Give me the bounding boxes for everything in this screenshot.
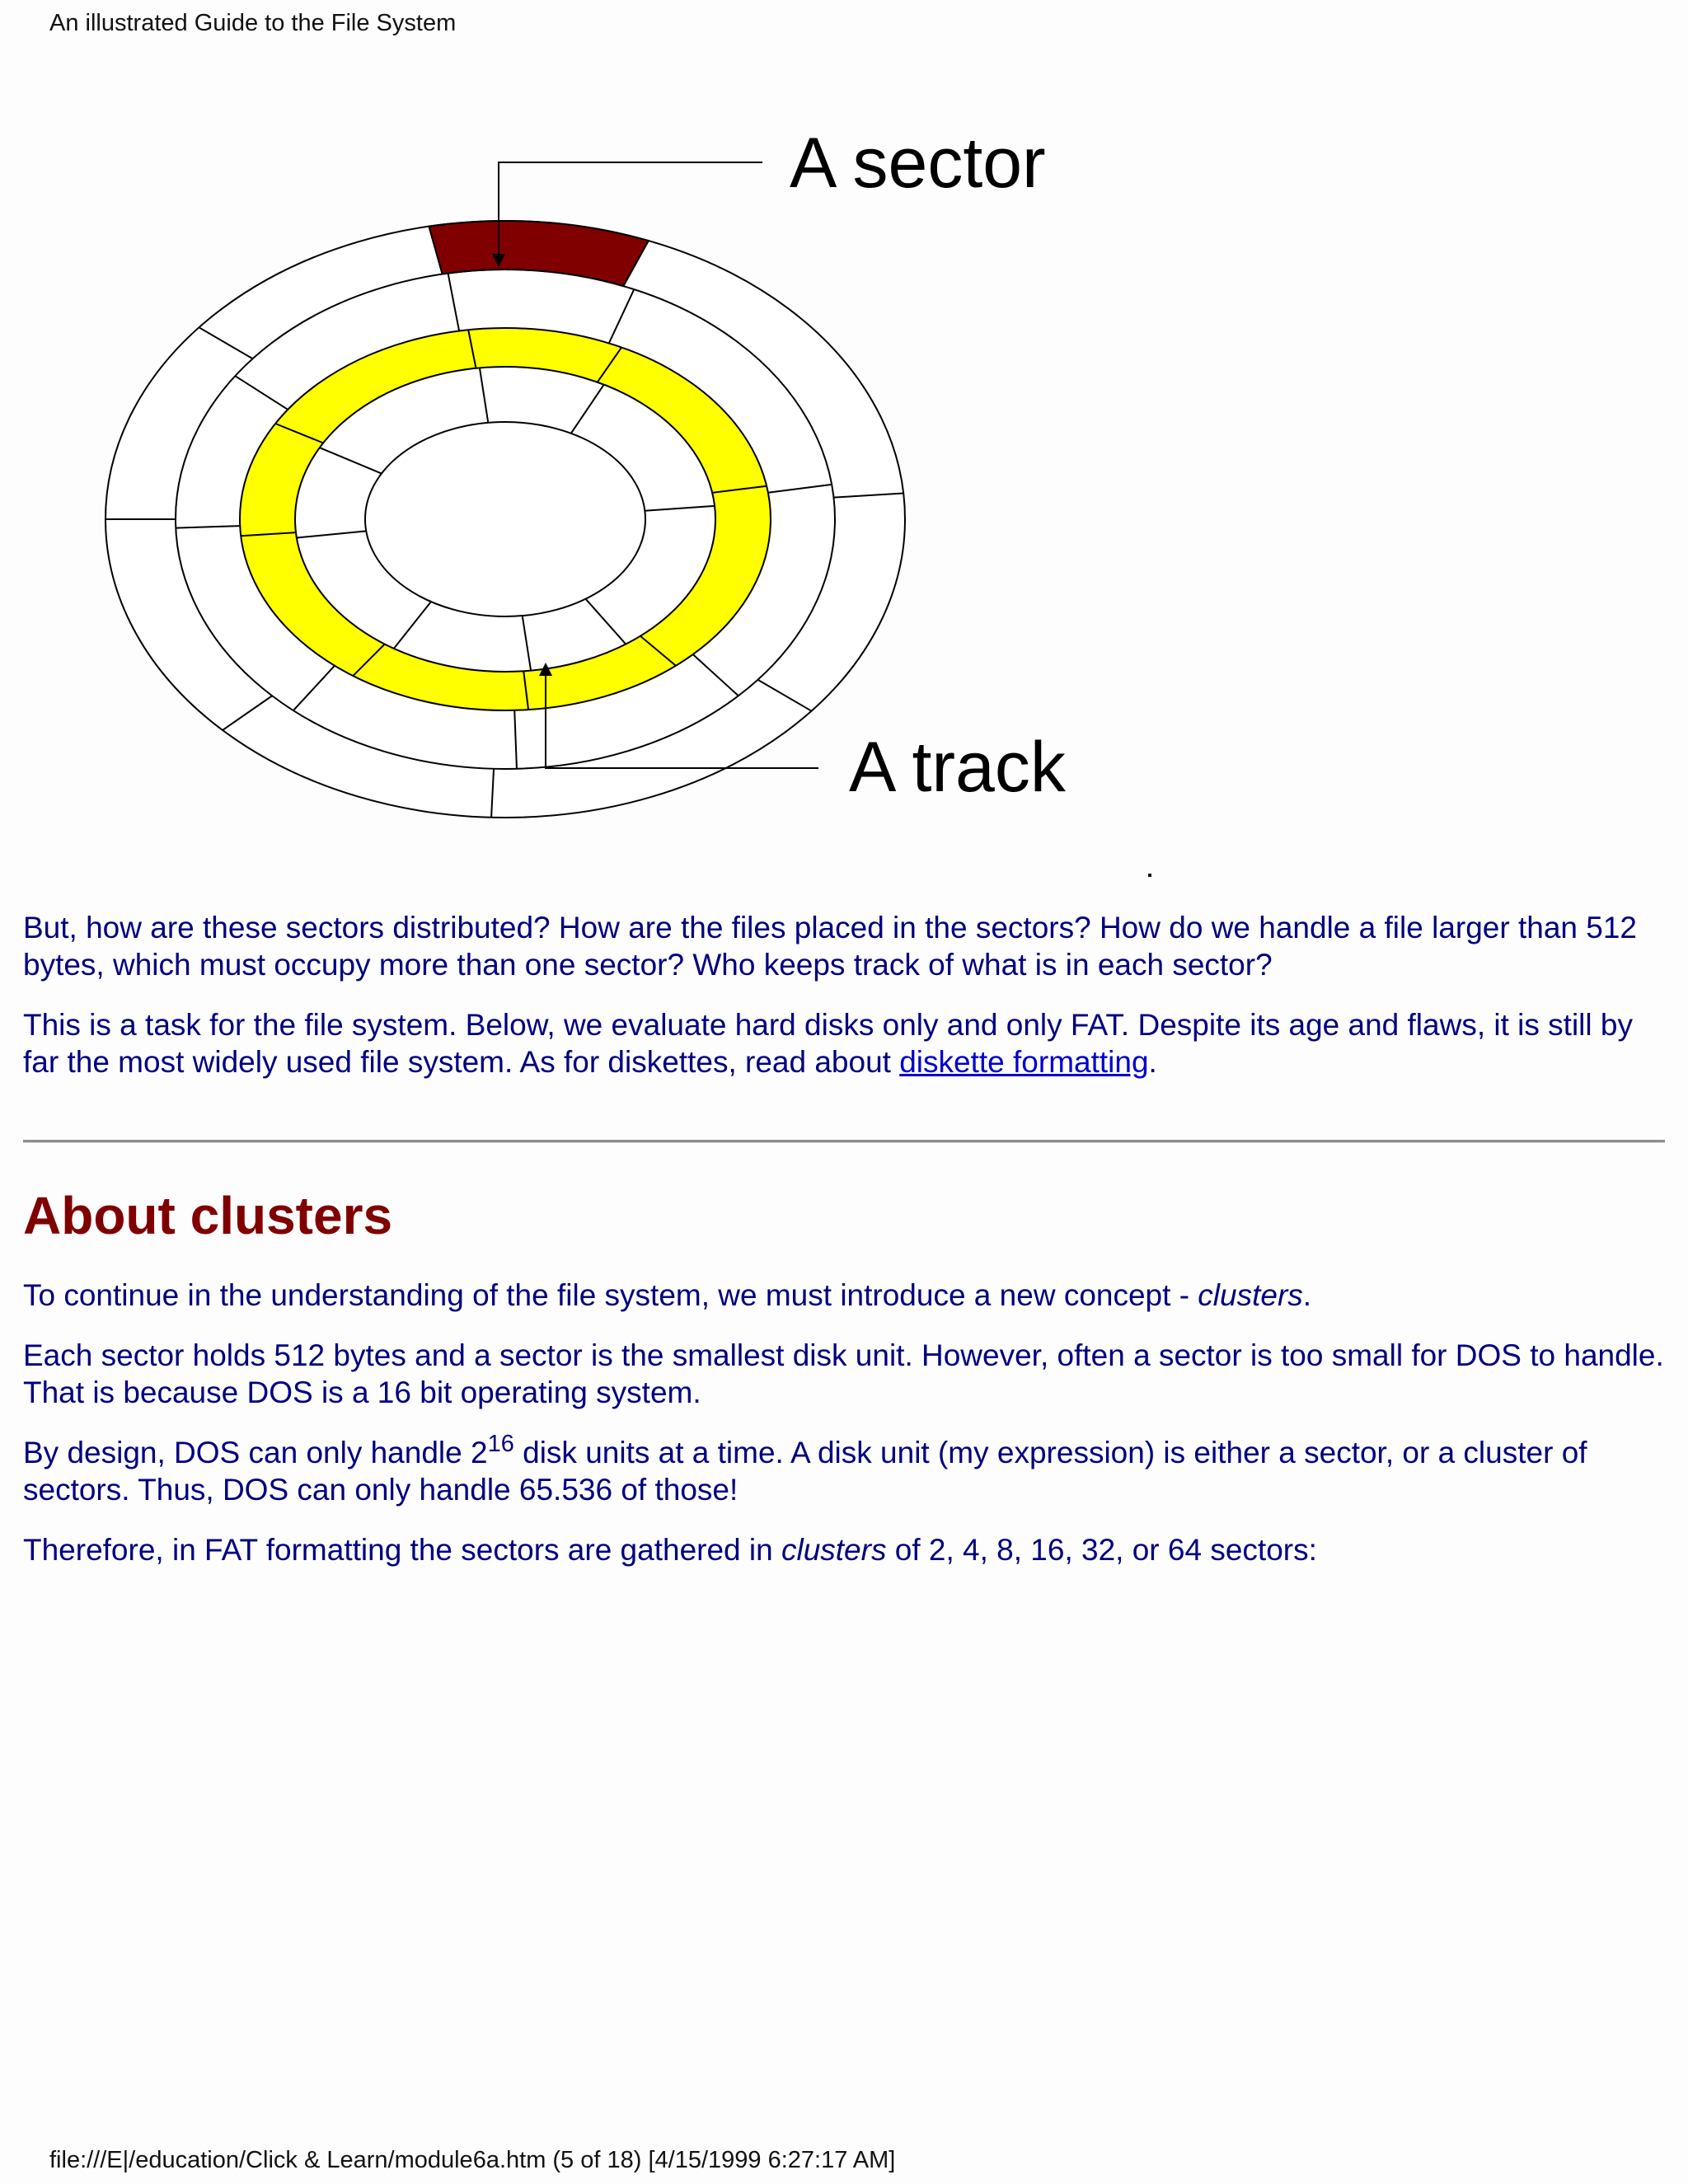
disk-hub <box>365 422 645 616</box>
clusters-paragraph-3-text: By design, DOS can only handle 2 <box>23 1436 488 1469</box>
intro-paragraph-2-text: This is a task for the file system. Below, we evaluate hard disks only and only FAT. Despite its age and flaws, it is still by far the most widely used file system. As for diskettes, read about <box>23 1008 1633 1079</box>
clusters-paragraph-3 <box>23 1431 1665 1508</box>
print-header-title: An illustrated Guide to the File System <box>49 10 457 36</box>
disk-svg <box>23 120 1119 828</box>
clusters-paragraph-1-text: To continue in the understanding of the file system, we must introduce a new concept - <box>23 1278 1198 1312</box>
exponent: 16 <box>487 1431 514 1457</box>
clusters-paragraph-1 <box>23 1277 1665 1314</box>
clusters-paragraph-4-text: Therefore, in FAT formatting the sectors are gathered in <box>23 1533 781 1567</box>
disk-diagram <box>23 120 1119 828</box>
sector-callout-label: A sector <box>790 124 1046 203</box>
clusters-paragraph-3-end: disk units at a time. A disk unit (my expression) is either a sector, or a cluster of sectors. Thus, DOS can only handle 65.536 of those! <box>23 1436 1587 1507</box>
clusters-paragraph-4 <box>23 1531 1665 1568</box>
intro-paragraph-2-end: . <box>1148 1045 1157 1079</box>
clusters-term-2: clusters <box>781 1533 887 1567</box>
clusters-term: clusters <box>1198 1278 1303 1312</box>
section-divider <box>23 1140 1665 1143</box>
track-callout-label: A track <box>849 728 1066 807</box>
clusters-paragraph-4-end: of 2, 4, 8, 16, 32, or 64 sectors: <box>886 1533 1317 1567</box>
main-content <box>23 909 1665 1591</box>
diskette-formatting-link[interactable]: diskette formatting <box>899 1045 1149 1079</box>
clusters-paragraph-1-end: . <box>1302 1278 1312 1312</box>
clusters-paragraph-2: Each sector holds 512 bytes and a sector is the smallest disk unit. However, often a sector is too small for DOS to handle. That is because DOS is a 16 bit operating system. <box>23 1338 1664 1409</box>
print-footer-url: file:///E|/education/Click & Learn/module6a.htm (5 of 18) [4/15/1999 6:27:17 AM] <box>49 2147 896 2173</box>
stray-dot <box>1148 874 1151 877</box>
intro-paragraph-1: But, how are these sectors distributed? How are the files placed in the sectors? How do we handle a file larger than 512 bytes, which must occupy more than one sector? Who keeps track of what is in each sector? <box>23 911 1638 982</box>
section-heading: About clusters <box>23 1186 393 1245</box>
intro-paragraph-2 <box>23 1006 1665 1080</box>
